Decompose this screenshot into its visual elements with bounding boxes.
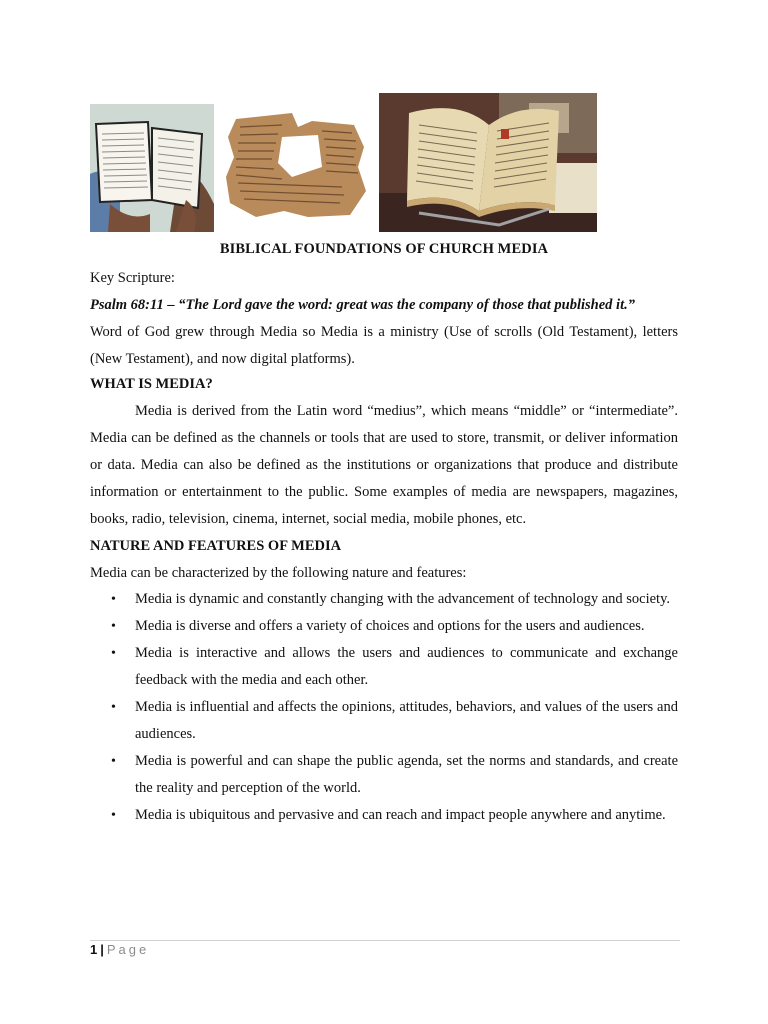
nature-features-lead: Media can be characterized by the following nature and features: xyxy=(90,565,467,581)
list-item-text: Media is dynamic and constantly changing with the advancement of technology and society. xyxy=(135,591,671,607)
ancient-papyrus-fragment-image xyxy=(222,107,369,222)
intro-paragraph: Word of God grew through Media so Media is a ministry (Use of scrolls (Old Testament), letters (New Testament), and now digital platforms). xyxy=(90,324,678,367)
section-heading-nature-features: NATURE AND FEATURES OF MEDIA xyxy=(90,538,342,554)
page-label: Page xyxy=(106,942,150,957)
features-list xyxy=(90,586,678,829)
page-number: 1 xyxy=(90,942,98,957)
section-heading-what-is-media: WHAT IS MEDIA? xyxy=(90,376,213,392)
bullet-icon: • xyxy=(111,700,116,715)
open-bible-in-hands-image xyxy=(90,104,214,232)
list-item-text: Media is interactive and allows the users and audiences to communicate and exchange feedback with the media and each other. xyxy=(135,645,678,688)
key-scripture-label: Key Scripture: xyxy=(90,270,175,286)
bullet-icon: • xyxy=(111,754,116,769)
list-item-text: Media is ubiquitous and pervasive and can reach and impact people anywhere and anytime. xyxy=(135,807,666,823)
bullet-icon: • xyxy=(111,808,116,823)
footer-separator: | xyxy=(100,942,104,957)
list-item xyxy=(90,586,678,613)
bullet-icon: • xyxy=(111,646,116,661)
list-item xyxy=(90,802,678,829)
bullet-icon: • xyxy=(111,619,116,634)
list-item-text: Media is influential and affects the opinions, attitudes, behaviors, and values of the users and audiences. xyxy=(135,699,678,742)
list-item-text: Media is diverse and offers a variety of choices and options for the users and audiences. xyxy=(135,618,645,634)
page-footer xyxy=(90,942,149,957)
footer-divider xyxy=(90,940,680,941)
bullet-icon: • xyxy=(111,592,116,607)
list-item xyxy=(90,613,678,640)
what-is-media-paragraph: Media is derived from the Latin word “medius”, which means “middle” or “intermediate”. Media can be defined as the channels or tools that are used to store, transmit, or deliver information or data. Media can also be defined as the institutions or organizations that produce and distribute information or entertainment to the public. Some examples of media are newspapers, magazines, books, radio, television, cinema, internet, social media, mobile phones, etc. xyxy=(90,403,678,527)
gutenberg-bible-display-image xyxy=(379,93,597,232)
list-item-text: Media is powerful and can shape the public agenda, set the norms and standards, and create the reality and perception of the world. xyxy=(135,753,678,796)
document-title: BIBLICAL FOUNDATIONS OF CHURCH MEDIA xyxy=(219,241,549,257)
list-item xyxy=(90,694,678,748)
list-item xyxy=(90,640,678,694)
psalm-quote: Psalm 68:11 – “The Lord gave the word: great was the company of those that published it.” xyxy=(90,297,635,313)
list-item xyxy=(90,748,678,802)
